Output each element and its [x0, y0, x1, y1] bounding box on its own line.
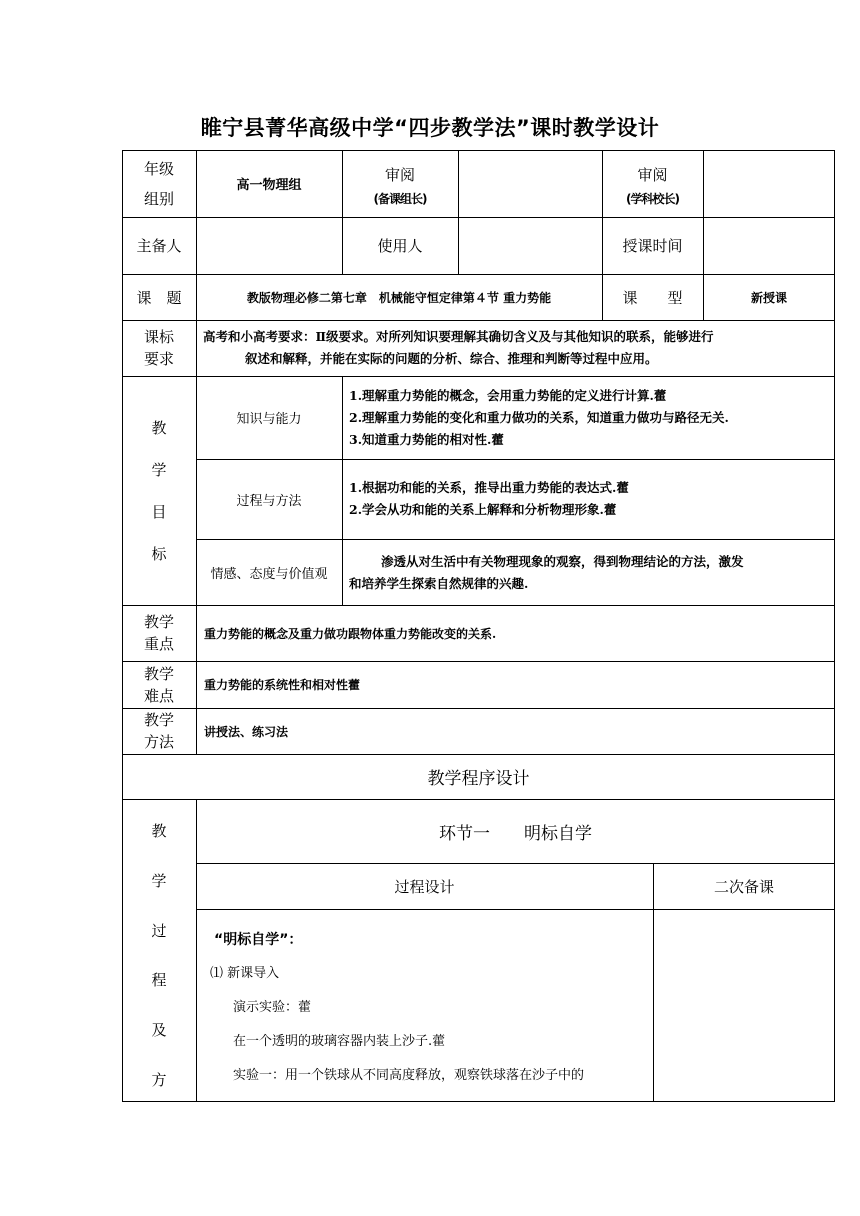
grade-group-label: 年级 组别	[143, 159, 174, 208]
knowledge-items	[349, 385, 833, 451]
lesson-type-value: 新授课	[750, 290, 787, 305]
content-line: 实验一：用一个铁球从不同高度释放，观察铁球落在沙子中的	[233, 1068, 585, 1083]
review-principal-label: 审阅 (学科校长)	[626, 166, 679, 206]
objectives-label: 教 学 目 标	[151, 419, 167, 563]
emotion-label: 情感、态度与价值观	[210, 566, 328, 582]
knowledge-item: 3.知道重力势能的相对性.藿	[349, 432, 504, 447]
content-heading: “明标自学”：	[214, 932, 303, 948]
content-line: 演示实验：藿	[233, 1000, 312, 1015]
standard-text: 高考和小高考要求：Ⅱ级要求。对所列知识要理解其确切含义及与其他知识的联系，能够进行 叙述和解释，并能在实际的问题的分析、综合、推理和判断等过程中应用。	[203, 329, 714, 366]
difficulties-value: 重力势能的系统性和相对性藿	[204, 678, 361, 692]
process-label: 过程与方法	[236, 493, 302, 509]
difficulties-label: 教学 难点	[143, 664, 174, 705]
knowledge-item: 2.理解重力势能的变化和重力做功的关系，知道重力做功与路径无关.	[349, 410, 729, 425]
review-principal-value	[703, 150, 835, 217]
preparer-value	[196, 217, 342, 274]
knowledge-item: 1.理解重力势能的概念，会用重力势能的定义进行计算.藿	[349, 388, 667, 403]
time-label: 授课时间	[622, 237, 683, 255]
user-value	[458, 217, 602, 274]
process-vertical-label: 教 学 过 程 及 方	[151, 822, 167, 1089]
process-item: 1.根据功和能的关系，推导出重力势能的表达式.藿	[349, 480, 629, 495]
process-item: 2.学会从功和能的关系上解释和分析物理形象.藿	[349, 502, 617, 517]
review-group-leader-value	[458, 150, 602, 217]
user-label: 使用人	[377, 237, 423, 255]
methods-label: 教学 方法	[143, 711, 174, 751]
page-title: 睢宁县菁华高级中学“四步教学法”课时教学设计	[200, 116, 660, 140]
key-points-value: 重力势能的概念及重力做功跟物体重力势能改变的关系.	[204, 626, 497, 641]
content-line: 在一个透明的玻璃容器内装上沙子.藿	[233, 1034, 446, 1049]
emotion-text: 渗透从对生活中有关物理现象的观察，得到物理结论的方法，激发 和培养学生探索自然规律的兴趣.	[349, 554, 744, 591]
content-sub: ⑴ 新课导入	[210, 966, 280, 981]
lesson-type-label: 课 型	[622, 288, 683, 307]
program-heading: 教学程序设计	[427, 769, 530, 789]
topic-label: 课 题	[136, 288, 182, 307]
section-title: 环节一 明标自学	[439, 823, 592, 844]
standard-label: 课标 要求	[143, 328, 174, 368]
col-design-header: 过程设计	[394, 877, 455, 896]
time-value	[703, 217, 835, 274]
preparer-label: 主备人	[136, 237, 182, 255]
key-points-label: 教学 重点	[143, 613, 174, 653]
methods-value: 讲授法、练习法	[204, 724, 289, 739]
knowledge-label: 知识与能力	[236, 412, 302, 427]
col-notes-header: 二次备课	[713, 877, 774, 896]
review-group-leader-label: 审阅 (备课组长)	[373, 166, 427, 206]
process-items	[349, 477, 833, 521]
grade-group-value: 高一物理组	[236, 178, 302, 193]
topic-value: 教版物理必修二第七章 机械能守恒定律第４节 重力势能	[246, 290, 552, 305]
